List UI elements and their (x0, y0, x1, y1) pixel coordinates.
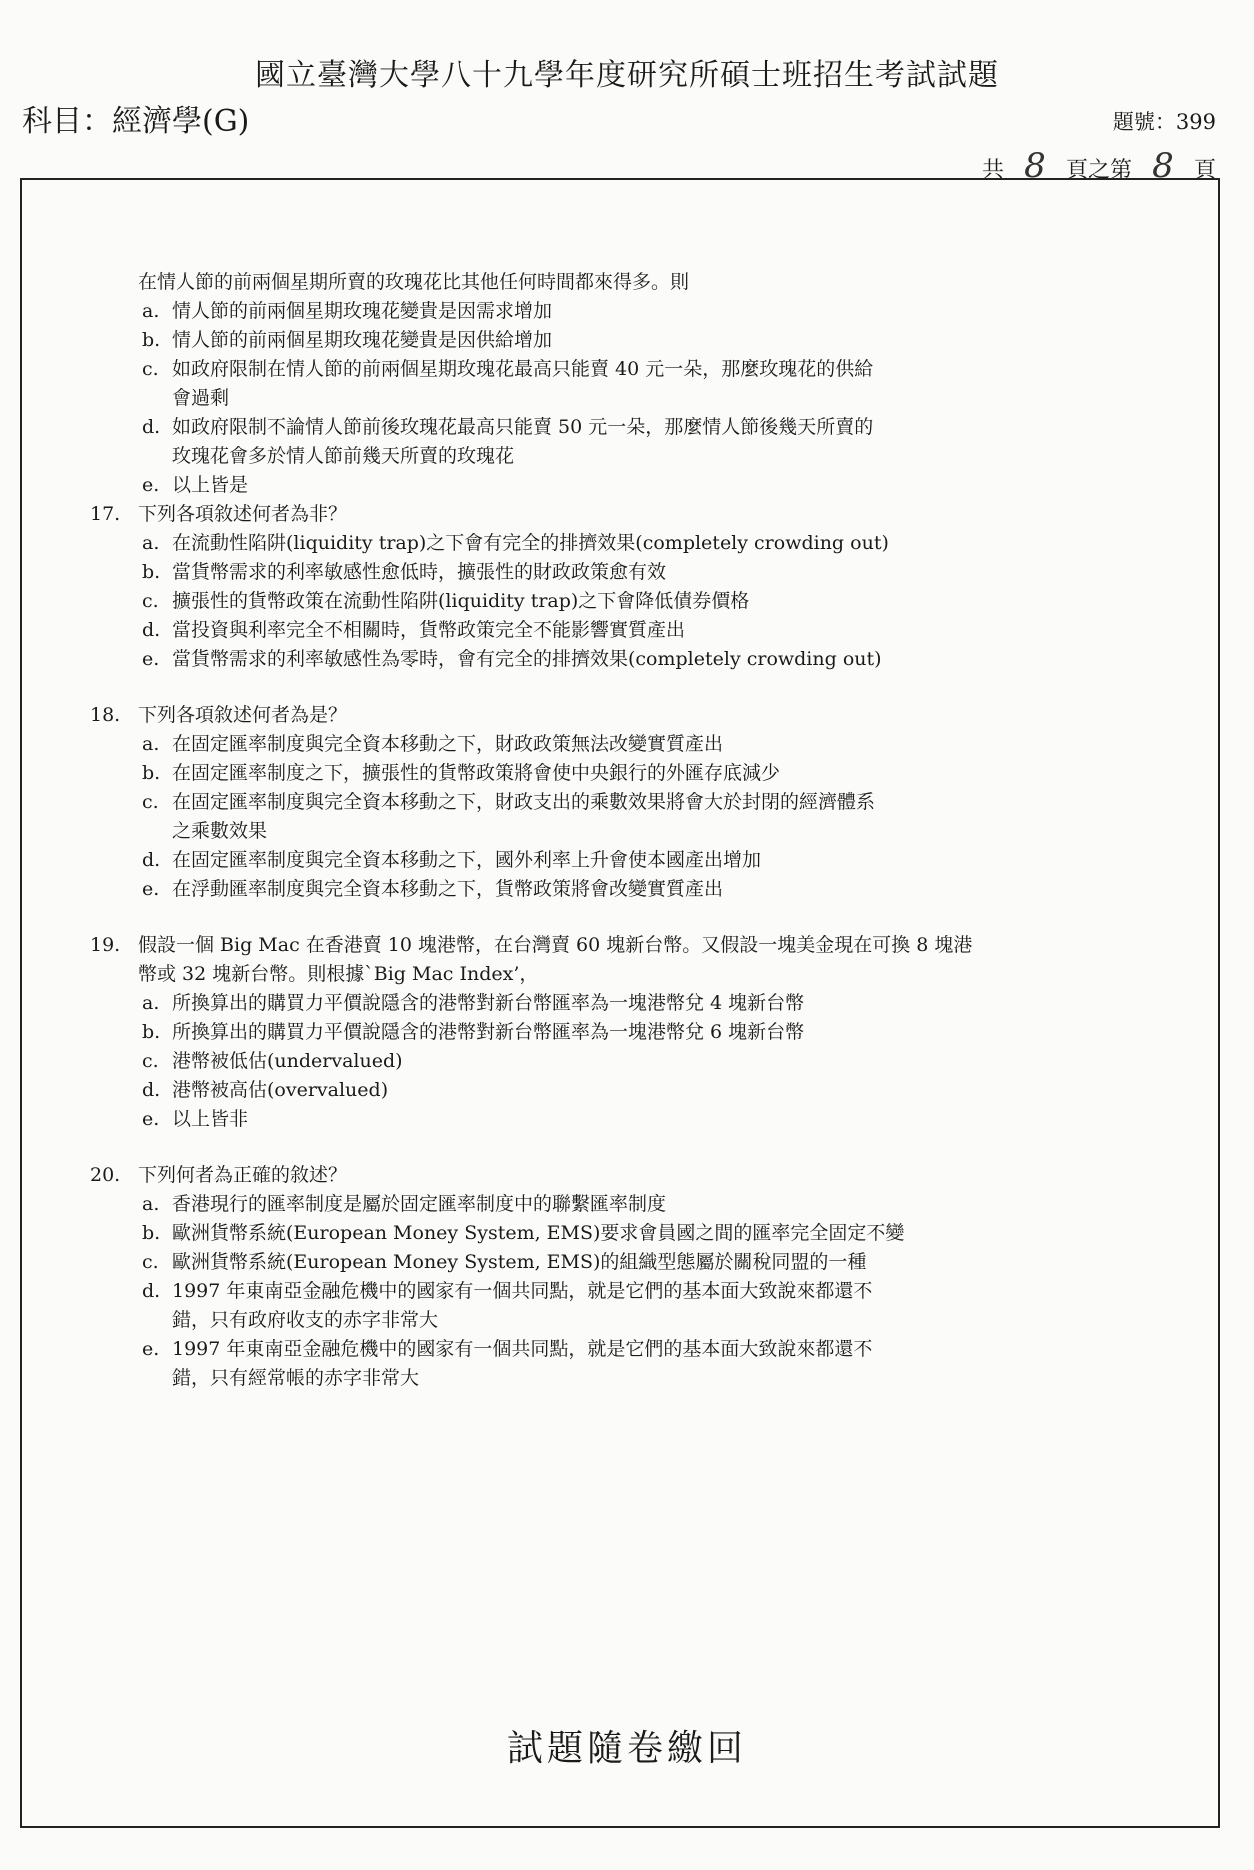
option-label: d. (142, 416, 161, 438)
option-text: 玫瑰花會多於情人節前幾天所賣的玫瑰花 (172, 445, 515, 467)
option-label: b. (142, 1222, 161, 1244)
option-text: 當貨幣需求的利率敏感性愈低時，擴張性的財政政策愈有效 (172, 561, 667, 583)
q17-option-e (90, 645, 1130, 674)
q17-option-d (90, 616, 1130, 645)
pages-total: 8 (1024, 146, 1046, 186)
q19-stem-cont: 幣或 32 塊新台幣。則根據`Big Mac Index’， (138, 963, 539, 985)
option-text: 在固定匯率制度與完全資本移動之下，財政政策無法改變實質產出 (172, 733, 724, 755)
q19-option-a (90, 989, 1130, 1018)
q19-option-c (90, 1047, 1130, 1076)
option-text: 會過剩 (172, 387, 230, 409)
q20-option-a (90, 1190, 1130, 1219)
option-label: d. (142, 849, 161, 871)
option-label: d. (142, 1280, 161, 1302)
q20-option-c (90, 1248, 1130, 1277)
q16-stem: 在情人節的前兩個星期所賣的玫瑰花比其他任何時間都來得多。則 (138, 271, 690, 293)
option-label: a. (142, 1193, 160, 1215)
option-label: a. (142, 300, 160, 322)
return-notice: 試題隨卷繳回 (506, 1728, 747, 1769)
option-label: b. (142, 762, 161, 784)
q16-option-c (90, 355, 1130, 384)
q19-stem (90, 931, 1130, 960)
q19-option-b (90, 1018, 1130, 1047)
question-num: 17. (90, 503, 121, 525)
q18-option-c (90, 788, 1130, 817)
q20-option-e (90, 1335, 1130, 1364)
q20-stem (90, 1161, 1130, 1190)
question-num: 20. (90, 1164, 121, 1186)
spacer (90, 674, 1130, 701)
option-text: 當投資與利率完全不相關時，貨幣政策完全不能影響實質產出 (172, 619, 686, 641)
option-text: 在浮動匯率制度與完全資本移動之下，貨幣政策將會改變實質產出 (172, 878, 724, 900)
option-text: 擴張性的貨幣政策在流動性陷阱(liquidity trap)之下會降低債券價格 (172, 590, 750, 612)
option-label: a. (142, 532, 160, 554)
q16-option-e (90, 471, 1130, 500)
option-text: 歐洲貨幣系統(European Money System, EMS)的組織型態屬於關稅同盟的一種 (172, 1251, 867, 1273)
spacer (90, 1134, 1130, 1161)
q20-option-b (90, 1219, 1130, 1248)
option-text: 在固定匯率制度之下，擴張性的貨幣政策將會使中央銀行的外匯存底減少 (172, 762, 781, 784)
option-text: 所換算出的購買力平價說隱含的港幣對新台幣匯率為一塊港幣兌 6 塊新台幣 (172, 1021, 805, 1043)
option-text: 如政府限制在情人節的前兩個星期玫瑰花最高只能賣 40 元一朵，那麼玫瑰花的供給 (172, 358, 874, 380)
option-label: c. (142, 590, 159, 612)
q20-option-d-cont (90, 1306, 1130, 1335)
q18-option-d (90, 846, 1130, 875)
option-text: 在固定匯率制度與完全資本移動之下，國外利率上升會使本國產出增加 (172, 849, 762, 871)
option-label: d. (142, 1079, 161, 1101)
option-label: e. (142, 648, 160, 670)
option-label: d. (142, 619, 161, 641)
option-text: 在固定匯率制度與完全資本移動之下，財政支出的乘數效果將會大於封閉的經濟體系 (172, 791, 876, 813)
question-text: 下列各項敘述何者為非？ (138, 503, 348, 525)
q17-option-c (90, 587, 1130, 616)
option-label: e. (142, 878, 160, 900)
q17-option-a (90, 529, 1130, 558)
option-text: 當貨幣需求的利率敏感性為零時，會有完全的排擠效果(completely crowding out) (172, 648, 882, 670)
q19-option-e (90, 1105, 1130, 1134)
question-num: 19. (90, 934, 121, 956)
q18-option-a (90, 730, 1130, 759)
option-label: a. (142, 733, 160, 755)
q18-stem (90, 701, 1130, 730)
option-text: 情人節的前兩個星期玫瑰花變貴是因供給增加 (172, 329, 553, 351)
q19-option-d (90, 1076, 1130, 1105)
q20-option-d (90, 1277, 1130, 1306)
option-label: b. (142, 1021, 161, 1043)
question-number: 題號：399 (1112, 110, 1216, 134)
option-label: c. (142, 791, 159, 813)
pages-suffix: 頁 (1193, 158, 1216, 183)
question-content (90, 268, 1130, 1393)
option-text: 歐洲貨幣系統(European Money System, EMS)要求會員國之間的匯率完全固定不變 (172, 1222, 905, 1244)
option-text: 所換算出的購買力平價說隱含的港幣對新台幣匯率為一塊港幣兌 4 塊新台幣 (172, 992, 805, 1014)
spacer (90, 904, 1130, 931)
question-text: 下列各項敘述何者為是？ (138, 704, 348, 726)
option-label: e. (142, 474, 160, 496)
q16-option-d (90, 413, 1130, 442)
q17-stem (90, 500, 1130, 529)
question-text: 下列何者為正確的敘述？ (138, 1164, 348, 1186)
q18-option-c-cont (90, 817, 1130, 846)
option-label: e. (142, 1338, 160, 1360)
question-num: 18. (90, 704, 121, 726)
question-text: 假設一個 Big Mac 在香港賣 10 塊港幣，在台灣賣 60 塊新台幣。又假設一塊美金現在可換 8 塊港 (138, 934, 973, 956)
q18-option-e (90, 875, 1130, 904)
q16-option-c-cont (90, 384, 1130, 413)
option-text: 情人節的前兩個星期玫瑰花變貴是因需求增加 (172, 300, 553, 322)
option-label: a. (142, 992, 160, 1014)
q16-option-b (90, 326, 1130, 355)
option-text: 1997 年東南亞金融危機中的國家有一個共同點，就是它們的基本面大致說來都還不 (172, 1338, 873, 1360)
option-label: c. (142, 1050, 159, 1072)
pages-prefix: 共 (981, 158, 1004, 183)
option-label: e. (142, 1108, 160, 1130)
exam-title: 國立臺灣大學八十九學年度研究所碩士班招生考試試題 (255, 58, 999, 93)
option-label: b. (142, 561, 161, 583)
option-text: 錯，只有政府收支的赤字非常大 (172, 1309, 439, 1331)
option-label: c. (142, 1251, 159, 1273)
option-text: 錯，只有經常帳的赤字非常大 (172, 1367, 420, 1389)
option-text: 以上皆是 (172, 474, 249, 496)
subject-label: 科目：經濟學(G) (22, 104, 250, 139)
option-text: 港幣被高估(overvalued) (172, 1079, 389, 1101)
option-label: b. (142, 329, 161, 351)
pages-current: 8 (1152, 146, 1174, 186)
option-text: 香港現行的匯率制度是屬於固定匯率制度中的聯繫匯率制度 (172, 1193, 667, 1215)
option-text: 以上皆非 (172, 1108, 249, 1130)
option-text: 1997 年東南亞金融危機中的國家有一個共同點，就是它們的基本面大致說來都還不 (172, 1280, 873, 1302)
pages-mid: 頁之第 (1065, 158, 1132, 183)
q16-option-a (90, 297, 1130, 326)
option-text: 在流動性陷阱(liquidity trap)之下會有完全的排擠效果(completely crowding out) (172, 532, 889, 554)
option-text: 如政府限制不論情人節前後玫瑰花最高只能賣 50 元一朵，那麼情人節後幾天所賣的 (172, 416, 874, 438)
q18-option-b (90, 759, 1130, 788)
option-text: 港幣被低估(undervalued) (172, 1050, 403, 1072)
q20-option-e-cont (90, 1364, 1130, 1393)
option-text: 之乘數效果 (172, 820, 268, 842)
option-label: c. (142, 358, 159, 380)
q17-option-b (90, 558, 1130, 587)
q16-option-d-cont (90, 442, 1130, 471)
